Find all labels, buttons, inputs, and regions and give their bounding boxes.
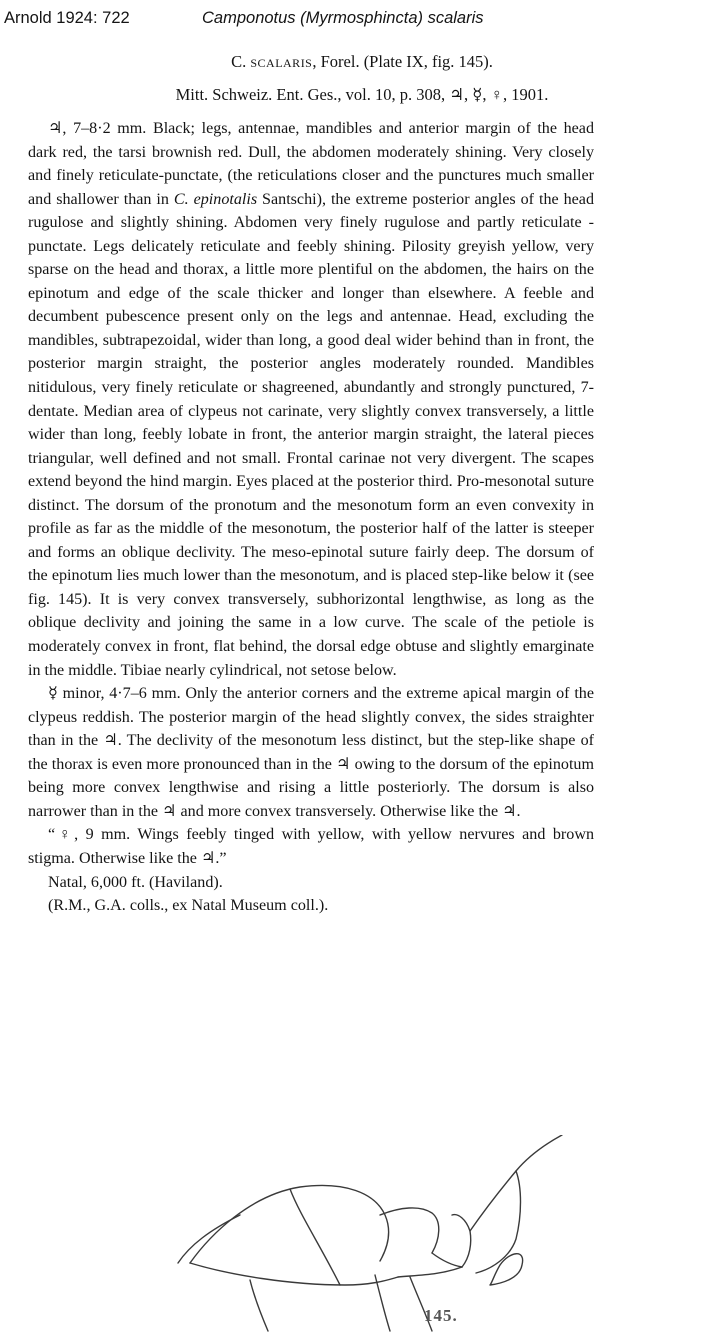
reference-label: Arnold 1924: 722 [4, 9, 130, 27]
figure-label: 145. [424, 1306, 458, 1325]
heading-prefix: C. [231, 52, 251, 71]
species-italic: C. epinotalis [173, 190, 258, 208]
female-paragraph: “♀, 9 mm. Wings feebly tinged with yellow, with yellow nervures and brown stigma. Otherwise like the ♃.” [28, 826, 594, 867]
figure-145 [170, 1135, 590, 1335]
soldier-text-1: ♃, 7–8·2 mm. Black; legs, antennae, mandibles and anterior margin of the head dark red, the tarsi brownish red. Dull, the abdomen moderately shining. Very closely and finely reticulate-punctate, (the reticulations closer and the punctures much smaller and shallower than in [28, 120, 594, 208]
taxon-title: Camponotus (Myrmosphincta) scalaris [202, 9, 484, 27]
locality-line: Natal, 6,000 ft. (Haviland). [48, 873, 223, 891]
worker-paragraph: ☿ minor, 4·7–6 mm. Only the anterior corners and the extreme apical margin of the clypeus reddish. The posterior margin of the head slightly convex, the sides straighter than in the ♃. The declivity of the mesonotum less distinct, but the step-like shape of the thorax is even more pronounced than in the ♃ owing to the dorsum of the epinotum being more convex lengthwise and rising a little posteriorly. The dorsum is also narrower than in the ♃ and more convex transversely. Otherwise like the ♃. [28, 685, 594, 820]
soldier-text-2: Santschi), the extreme posterior angles of the head rugulose and slightly shining. Abdomen very finely rugulose and partly reticulate - punctate. Legs delicately reticulate and feebly shining. Pilosity greyish yellow, very sparse on the head and thorax, a little more plentiful on the abdomen, the hairs on the epinotum and edge of the scale thicker and longer than elsewhere. A feeble and decumbent pubescence present only on the legs and antennae. Head, excluding the mandibles, subtrapezoidal, wider than long, a good deal wider behind than in front, the posterior margin straight, the posterior angles moderately rounded. Mandibles nitidulous, very finely reticulate or shagreened, abundantly and strongly punctured, 7-dentate. Median area of clypeus not carinate, very slightly convex transversely, a little wider than long, feebly lobate in front, the anterior margin straight, the lateral pieces triangular, well defined and not small. Frontal carinae not very divergent. The scapes extend beyond the hind margin. Eyes placed at the posterior third. Pro-mesonotal suture distinct. The dorsum of the pronotum and the mesonotum form an even convexity in profile as far as the middle of the mesonotum, the posterior half of the latter is steeper and forms an oblique declivity. The meso-epinotal suture fairly deep. The dorsum of the epinotum lies much lower than the mesonotum, and is placed step-like below it (see fig. 145). It is very convex transversely, subhorizontal lengthwise, as long as the oblique declivity and joining the same in a low curve. The scale of the petiole is moderately convex in front, flat behind, the dorsal edge obtuse and slightly emarginate in the middle. Tibiae nearly cylindrical, not setose below. [28, 190, 594, 679]
collections-line: (R.M., G.A. colls., ex Natal Museum coll.). [48, 897, 329, 915]
ant-thorax-profile-drawing [170, 1135, 590, 1335]
species-heading [0, 52, 724, 72]
heading-rest: , Forel. (Plate IX, fig. 145). [312, 52, 493, 71]
soldier-paragraph [28, 117, 594, 682]
description-body [28, 117, 594, 918]
heading-species-name: scalaris [250, 52, 313, 71]
page-header [0, 9, 724, 31]
citation-line: Mitt. Schweiz. Ent. Ges., vol. 10, p. 308, ♃, ☿, ♀, 1901. [175, 85, 549, 104]
